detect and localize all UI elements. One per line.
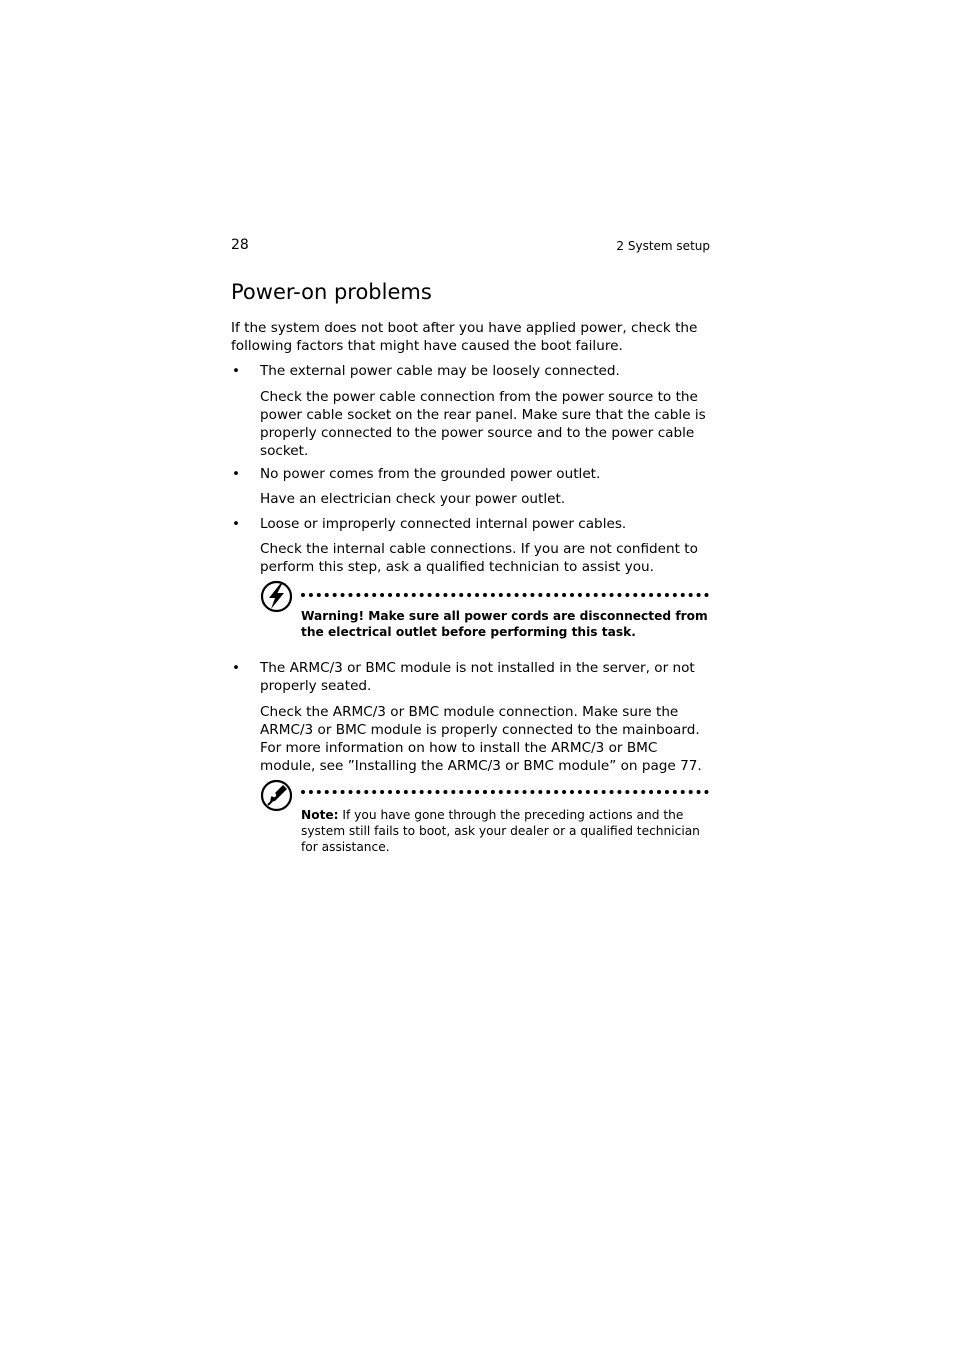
bullet-solution: Check the ARMC/3 or BMC module connection. Make sure the ARMC/3 or BMC module is properly connected to the mainboard. For more information on how to install the ARMC/3 or BMC module, see ”Installing the ARMC/3 or BMC module” on page 77. [260,704,702,774]
bullet-cause: Loose or improperly connected internal power cables. [260,516,627,532]
bullet-solution: Check the internal cable connections. If you are not confident to perform this step, ask a qualified technician to assist you. [260,541,698,575]
section-title: Power-on problems [231,280,432,304]
bullet-marker: • [232,466,241,482]
chapter-title: 2 System setup [616,239,710,253]
note-body: If you have gone through the preceding actions and the system still fails to boot, ask your dealer or a qualified technician for assistance. [301,808,700,854]
bullet-cause: No power comes from the grounded power outlet. [260,466,601,482]
page-number: 28 [231,237,249,253]
note-text [301,807,711,855]
note-label: Note: [301,808,339,822]
intro-paragraph: If the system does not boot after you have applied power, check the following factors that might have caused the boot failure. [231,320,698,354]
note-divider [301,790,709,794]
warning-text: Warning! Make sure all power cords are disconnected from the electrical outlet before performing this task. [301,609,708,639]
bullet-solution: Have an electrician check your power outlet. [260,491,566,507]
bullet-marker: • [232,363,241,379]
lightning-warning-icon [260,580,293,613]
bullet-cause: The external power cable may be loosely connected. [260,363,620,379]
bullet-solution: Check the power cable connection from the power source to the power cable socket on the rear panel. Make sure that the cable is properly connected to the power source and to the power cable socket. [260,389,706,459]
bullet-cause: The ARMC/3 or BMC module is not installed in the server, or not properly seated. [260,660,695,694]
pencil-note-icon [260,779,293,812]
bullet-marker: • [232,660,241,676]
bullet-marker: • [232,516,241,532]
warning-divider [301,593,709,597]
